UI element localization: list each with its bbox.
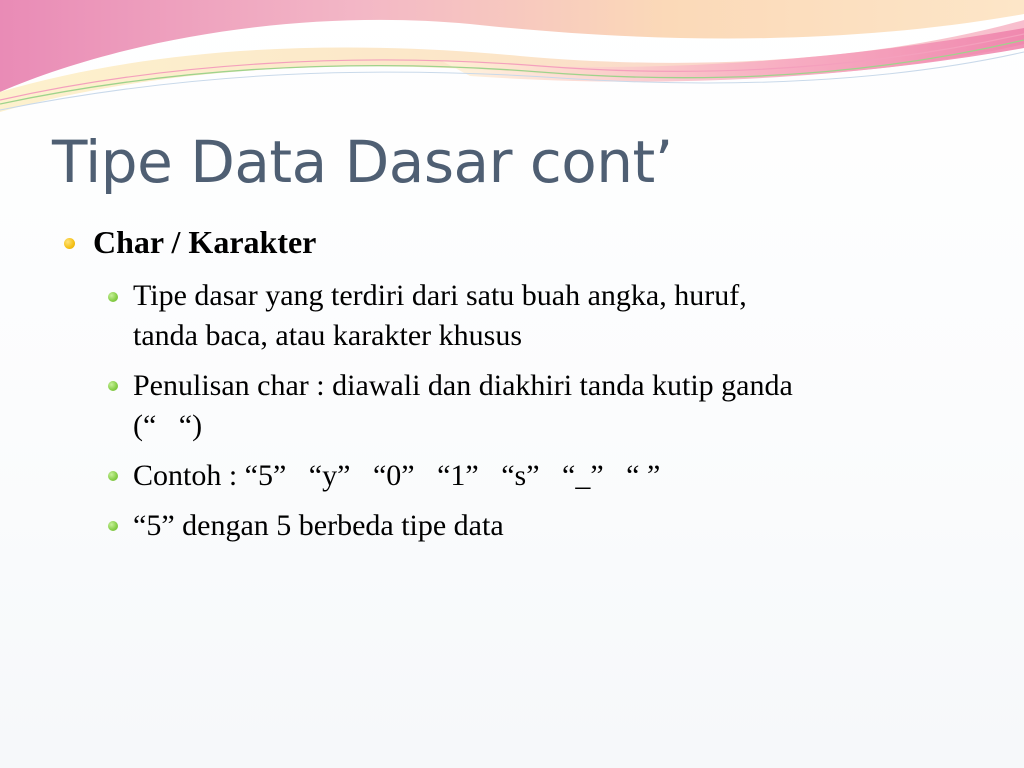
sub-bullet-example — [133, 456, 963, 496]
bullet-text-line: Contoh : “5” “y” “0” “1” “s” “_” “ ” — [133, 459, 661, 492]
bullet-text-line: “5” dengan 5 berbeda tipe data — [133, 509, 504, 542]
sub-bullet-definition — [133, 276, 963, 356]
slide-title: Tipe Data Dasar cont’ — [52, 128, 673, 196]
bullet-text-line: (“ “) — [133, 409, 203, 442]
sub-bullet-comparison — [133, 506, 963, 546]
sub-bullet-dot-icon — [108, 381, 118, 391]
bullet-dot-icon — [64, 238, 75, 249]
bullet-text-line: tanda baca, atau karakter khusus — [133, 319, 522, 352]
sub-bullet-dot-icon — [108, 471, 118, 481]
sub-bullet-dot-icon — [108, 292, 118, 302]
bullet-heading: Char / Karakter — [93, 224, 317, 260]
bullet-text-line: Tipe dasar yang terdiri dari satu buah angka, huruf, — [133, 279, 747, 312]
bullet-text-line: Penulisan char : diawali dan diakhiri tanda kutip ganda — [133, 369, 793, 402]
header-wave-decoration — [0, 0, 1024, 130]
sub-bullet-dot-icon — [108, 521, 118, 531]
sub-bullet-writing — [133, 366, 963, 446]
